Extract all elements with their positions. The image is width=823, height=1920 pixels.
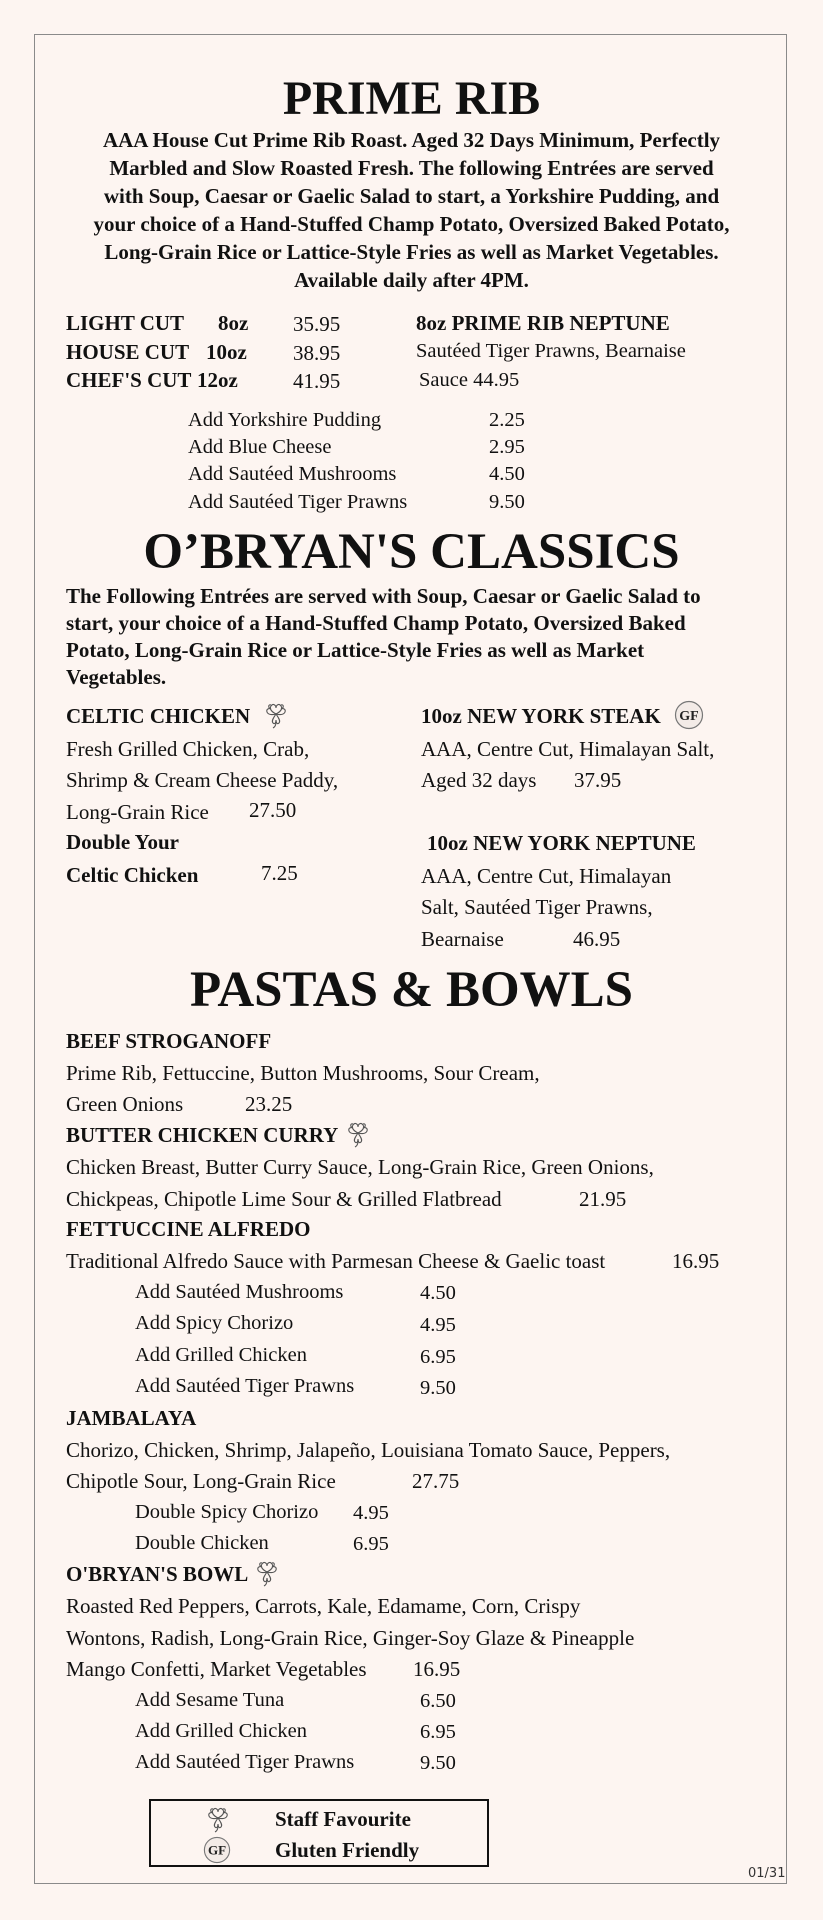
addon-label: Add Blue Cheese [188, 436, 332, 458]
addon-label: Double Spicy Chorizo [135, 1501, 319, 1523]
butter-chicken-price: 21.95 [579, 1187, 627, 1211]
intro-line: Marbled and Slow Roasted Fresh. The following Entrées are served [109, 156, 714, 180]
ny-neptune-price: 46.95 [573, 927, 621, 951]
celtic-chicken-title [66, 704, 291, 730]
prime-rib-title: PRIME RIB [282, 72, 541, 125]
celtic-chicken-name: CELTIC CHICKEN [66, 704, 251, 728]
ny-steak-desc: Aged 32 days [421, 768, 537, 792]
bowl-name: O'BRYAN'S BOWL [66, 1562, 248, 1586]
ny-neptune-desc: Bearnaise [421, 927, 504, 951]
jambalaya-price: 27.75 [412, 1469, 460, 1493]
intro-line: Potato, Long-Grain Rice or Lattice-Style Fries as well as Market [66, 638, 645, 662]
addon-label: Add Grilled Chicken [135, 1720, 307, 1742]
cut-price-house: 38.95 [293, 341, 341, 365]
ny-neptune-title: 10oz NEW YORK NEPTUNE [427, 831, 696, 855]
neptune-price: Sauce 44.95 [419, 369, 520, 391]
celtic-chicken-desc: Shrimp & Cream Cheese Paddy, [66, 768, 339, 792]
alfredo-name: FETTUCCINE ALFREDO [66, 1217, 311, 1241]
celtic-chicken-price: 27.50 [249, 798, 297, 822]
gluten-friendly-icon [674, 700, 704, 730]
addon-price: 9.50 [420, 1377, 456, 1399]
bowl-price: 16.95 [413, 1657, 461, 1681]
bowl-title [66, 1562, 282, 1588]
addon-label: Double Chicken [135, 1532, 269, 1554]
ny-neptune-desc: Salt, Sautéed Tiger Prawns, [421, 895, 653, 919]
addon-label: Add Sesame Tuna [135, 1689, 285, 1711]
intro-line: The Following Entrées are served with Soup, Caesar or Gaelic Salad to [66, 584, 701, 608]
gf-badge-text: GF [207, 1842, 227, 1858]
shamrock-icon [252, 1558, 282, 1588]
alfredo-price: 16.95 [672, 1249, 720, 1273]
cut-price-light: 35.95 [293, 312, 341, 336]
intro-line: Vegetables. [66, 665, 167, 689]
addon-price: 9.50 [420, 1752, 456, 1774]
addon-label: Add Sautéed Tiger Prawns [135, 1375, 355, 1397]
addon-label: Add Spicy Chorizo [135, 1312, 294, 1334]
celtic-chicken-desc: Fresh Grilled Chicken, Crab, [66, 737, 310, 761]
jambalaya-desc: Chipotle Sour, Long-Grain Rice [66, 1469, 336, 1493]
double-chicken-label: Celtic Chicken [66, 863, 199, 887]
addon-label: Add Yorkshire Pudding [188, 409, 382, 431]
addon-price: 4.50 [420, 1282, 456, 1304]
neptune-desc: Sautéed Tiger Prawns, Bearnaise [416, 340, 686, 362]
neptune-title: 8oz PRIME RIB NEPTUNE [416, 311, 670, 335]
cut-name-house: HOUSE CUT [66, 340, 190, 364]
addon-price: 2.95 [489, 436, 525, 458]
cut-size-light: 8oz [218, 311, 249, 335]
bowl-desc: Roasted Red Peppers, Carrots, Kale, Edamame, Corn, Crispy [66, 1594, 581, 1618]
intro-line: Long-Grain Rice or Lattice-Style Fries as well as Market Vegetables. [104, 240, 719, 264]
gluten-friendly-icon [203, 1836, 231, 1864]
intro-line: start, your choice of a Hand-Stuffed Champ Potato, Oversized Baked [66, 611, 686, 635]
stroganoff-desc: Green Onions [66, 1092, 184, 1116]
cut-name-chef: CHEF'S CUT [66, 368, 192, 392]
bowl-desc: Wontons, Radish, Long-Grain Rice, Ginger-Soy Glaze & Pineapple [66, 1626, 635, 1650]
addon-price: 6.95 [353, 1533, 389, 1555]
addon-price: 4.95 [353, 1502, 389, 1524]
ny-steak-name: 10oz NEW YORK STEAK [421, 704, 661, 728]
intro-line: Available daily after 4PM. [294, 268, 529, 292]
cut-size-chef: 12oz [197, 368, 238, 392]
addon-label: Add Sautéed Tiger Prawns [188, 491, 408, 513]
butter-chicken-name: BUTTER CHICKEN CURRY [66, 1123, 338, 1147]
prime-rib-intro [60, 126, 763, 294]
ny-steak-title [421, 704, 704, 730]
cut-price-chef: 41.95 [293, 369, 341, 393]
bowl-desc: Mango Confetti, Market Vegetables [66, 1657, 367, 1681]
gf-badge-text: GF [679, 709, 699, 725]
stroganoff-price: 23.25 [245, 1092, 293, 1116]
addon-label: Add Sautéed Tiger Prawns [135, 1751, 355, 1773]
intro-line: your choice of a Hand-Stuffed Champ Potato, Oversized Baked Potato, [93, 212, 730, 236]
intro-line: with Soup, Caesar or Gaelic Salad to start, a Yorkshire Pudding, and [103, 184, 720, 208]
ny-neptune-desc: AAA, Centre Cut, Himalayan [421, 864, 672, 888]
jambalaya-desc: Chorizo, Chicken, Shrimp, Jalapeño, Louisiana Tomato Sauce, Peppers, [66, 1438, 671, 1462]
addon-price: 6.95 [420, 1346, 456, 1368]
addon-price: 6.50 [420, 1690, 456, 1712]
shamrock-icon [343, 1119, 373, 1149]
intro-line: AAA House Cut Prime Rib Roast. Aged 32 Days Minimum, Perfectly [102, 128, 721, 152]
addon-price: 6.95 [420, 1721, 456, 1743]
legend-box [149, 1799, 489, 1867]
addon-price: 4.95 [420, 1314, 456, 1336]
stroganoff-desc: Prime Rib, Fettuccine, Button Mushrooms, Sour Cream, [66, 1061, 540, 1085]
addon-label: Add Grilled Chicken [135, 1344, 307, 1366]
addon-label: Add Sautéed Mushrooms [188, 463, 397, 485]
addon-price: 4.50 [489, 463, 525, 485]
stroganoff-name: BEEF STROGANOFF [66, 1029, 272, 1053]
double-chicken-price: 7.25 [261, 861, 298, 885]
classics-title: O’BRYAN'S CLASSICS [143, 524, 680, 580]
pastas-title: PASTAS & BOWLS [189, 962, 634, 1018]
addon-price: 9.50 [489, 491, 525, 513]
legend-gluten-friendly: Gluten Friendly [275, 1838, 420, 1862]
ny-steak-desc: AAA, Centre Cut, Himalayan Salt, [421, 737, 715, 761]
shamrock-icon [261, 700, 291, 730]
cut-size-house: 10oz [206, 340, 247, 364]
addon-label: Add Sautéed Mushrooms [135, 1281, 344, 1303]
butter-chicken-desc: Chicken Breast, Butter Curry Sauce, Long-Grain Rice, Green Onions, [66, 1155, 654, 1179]
butter-chicken-desc: Chickpeas, Chipotle Lime Sour & Grilled Flatbread [66, 1187, 502, 1211]
alfredo-desc: Traditional Alfredo Sauce with Parmesan Cheese & Gaelic toast [66, 1249, 606, 1273]
celtic-chicken-desc: Long-Grain Rice [66, 800, 209, 824]
page-number: 01/31 [748, 1866, 786, 1881]
addon-price: 2.25 [489, 409, 525, 431]
cut-name-light: LIGHT CUT [66, 311, 185, 335]
double-chicken-label: Double Your [66, 830, 179, 854]
jambalaya-name: JAMBALAYA [66, 1406, 197, 1430]
shamrock-icon [203, 1804, 233, 1834]
classics-intro [66, 583, 766, 691]
ny-steak-price: 37.95 [574, 768, 622, 792]
legend-staff-favourite: Staff Favourite [275, 1807, 411, 1831]
butter-chicken-title [66, 1123, 373, 1149]
